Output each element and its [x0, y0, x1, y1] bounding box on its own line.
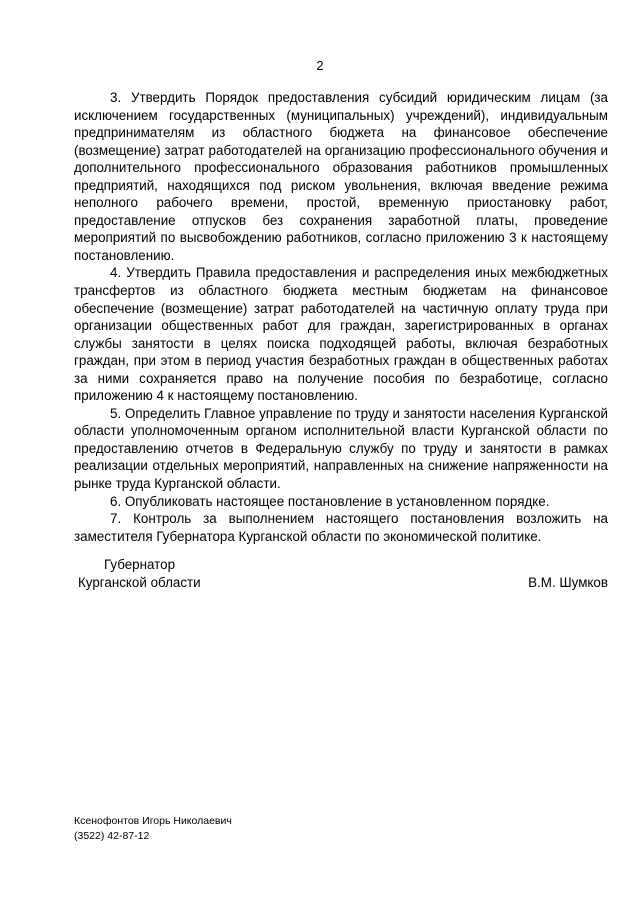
paragraph-4: 4. Утвердить Правила предоставления и распределения иных межбюджетных трансфертов из областного бюджета местным бюджетам на финансовое обеспечение (возмещение) затрат работодателей на частичную оплату труда при организации общественных работ для граждан, зарегистрированных в органах службы занятости в целях поиска подходящей работы, включая безработных граждан, при этом в период участия безработных граждан в общественных работах за ними сохраняется право на получение пособия по безработице, согласно приложению 4 к настоящему постановлению. — [74, 265, 608, 404]
paragraph-5: 5. Определить Главное управление по труду и занятости населения Курганской области уполномоченным органом исполнительной власти Курганской области по предоставлению отчетов в Федеральную службу по труду и занятости в рамках реализации отдельных мероприятий, направленных на снижение напряженности на рынке труда Курганской области. — [74, 405, 608, 492]
paragraph-7: 7. Контроль за выполнением настоящего постановления возложить на заместителя Губернатора Курганской области по экономической политике. — [74, 511, 608, 544]
executor-block — [74, 814, 232, 843]
signatory-title-line-1: Губернатор — [104, 557, 176, 572]
document-body — [74, 89, 608, 545]
paragraph-6: 6. Опубликовать настоящее постановление в установленном порядке. — [110, 493, 550, 509]
signatory-title-line-2: Курганской области — [78, 574, 201, 590]
signatory-title — [78, 556, 278, 591]
executor-name: Ксенофонтов Игорь Николаевич — [74, 815, 232, 827]
executor-phone: (3522) 42-87-12 — [74, 829, 150, 842]
page-number: 2 — [316, 58, 324, 73]
paragraph-3: 3. Утвердить Порядок предоставления субсидий юридическим лицам (за исключением государственных (муниципальных) учреждений), индивидуальным предпринимателям из областного бюджета на финансовое обеспечение (возмещение) затрат работодателей на организацию профессионального обучения и дополнительного профессионального образования работников промышленных предприятий, находящихся под риском увольнения, включая введение режима неполного рабочего времени, простой, временную приостановку работ, предоставление отпусков без сохранения заработной платы, проведение мероприятий по высвобождению работников, согласно приложению 3 к настоящему постановлению. — [74, 90, 608, 263]
signatory-name: В.М. Шумков — [528, 574, 608, 590]
